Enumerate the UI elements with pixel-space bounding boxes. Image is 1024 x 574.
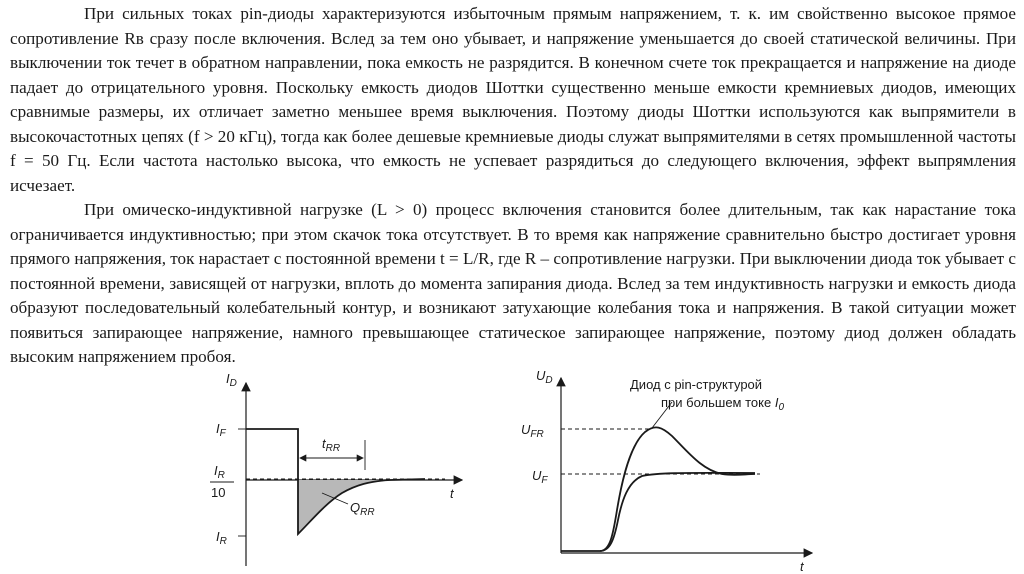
voltage-waveform-figure (521, 368, 812, 574)
fraction-denominator: 10 (211, 485, 226, 500)
paragraph-1: При сильных токах pin-диоды характеризуются избыточным прямым напряжением, т. к. им свойственно высокое прямое сопротивление Rʙ сразу после включения. Вслед за тем оно убывает, и напряжение уменьшается до своей статической величины. При выключении ток течет в обратном направлении, пока емкость не разрядится. В конечном счете ток прекращается и напряжение на диоде падает до отрицательного уровня. Поскольку емкость диодов Шоттки существенно меньше емкости кремниевых диодов, имеющих сравнимые размеры, их отличает заметно меньшее время выключения. Поэтому диоды Шоттки используются как выпрямители в высокочастотных цепях (f > 20 кГц), тогда как более дешевые кремниевые диоды служат выпрямителями в сетях промышленной частоты f = 50 Гц. Если частота настолько высока, что емкость не успевает разрядиться до следующего включения, эффект выпрямления исчезает. (10, 4, 1016, 195)
reverse-current-label: $I_R$ (216, 529, 227, 547)
uf-label: $U_F$ (532, 468, 548, 486)
forward-current-label: $I_F$ (216, 421, 226, 439)
recovery-charge-area (298, 480, 390, 534)
fraction-numerator: $I_R$ (214, 463, 225, 481)
annotation-line-2: при большем токе $I_0$ (661, 395, 785, 413)
trr-label: $t_{RR}$ (322, 436, 341, 454)
ufr-label: $U_{FR}$ (521, 422, 544, 440)
static-voltage-curve (561, 473, 755, 551)
pin-diode-voltage-curve (600, 427, 755, 551)
current-waveform-figure (210, 371, 462, 566)
paragraph-2: При омическо-индуктивной нагрузке (L > 0) процесс включения становится более длительным, так как нарастание тока ограничивается индуктивностью; при этом скачок тока отсутствует. В то время как напряжение сравнительно быстро достигает уровня прямого напряжения, ток нарастает с постоянной времени t = L/R, где R – сопротивление нагрузки. При выключении диода ток убывает с постоянной времени, зависящей от нагрузки, вплоть до момента запирания диода. Вслед за тем индуктивность нагрузки и емкость диода образуют последовательный колебательный контур, и возникают затухающие колебания тока и напряжения. В такой ситуации может появиться запирающее напряжение, намного превышающее статическое запирающее напряжение, поэтому диод должен обладать высоким напряжением пробоя. (10, 200, 1016, 366)
annotation-line-1: Диод с pin-структурой (630, 377, 763, 392)
qrr-label: $Q_{RR}$ (350, 500, 375, 518)
voltage-axis-label: $U_D$ (536, 368, 553, 386)
current-axis-label: $I_D$ (226, 371, 237, 389)
current-time-label: t (450, 486, 454, 501)
voltage-time-label: t (800, 559, 804, 574)
